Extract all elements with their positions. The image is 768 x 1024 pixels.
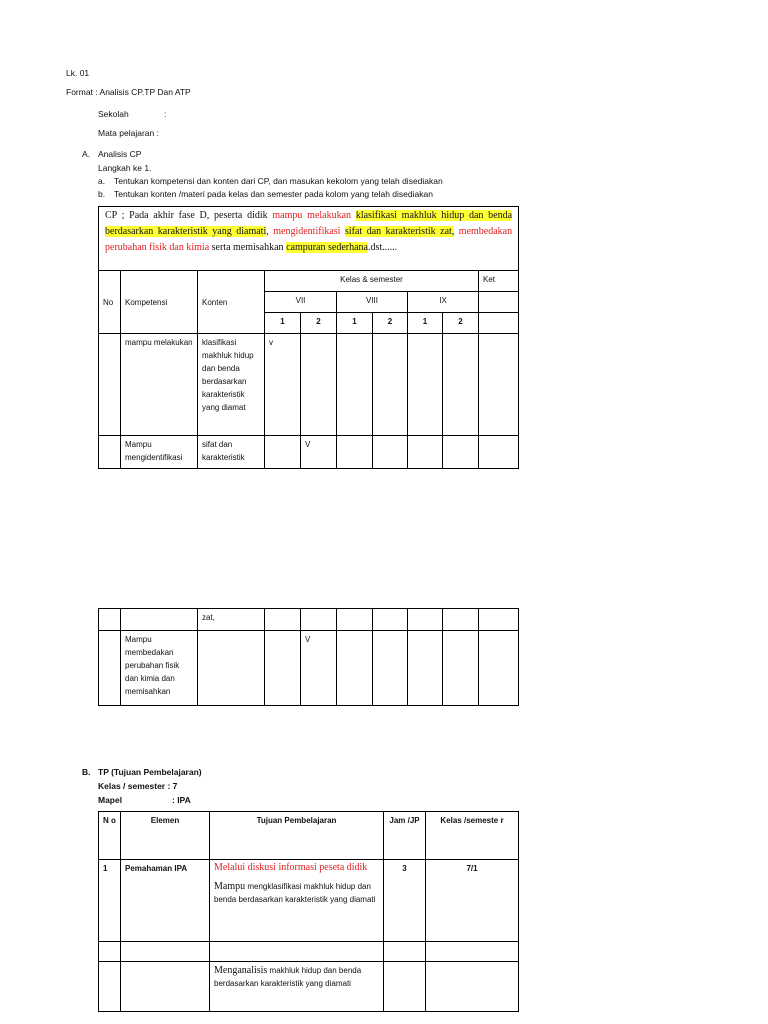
mark-cell (408, 609, 443, 631)
cp-analysis-table (98, 206, 519, 469)
mark-cell (408, 631, 443, 706)
cp-analysis-table-continued (98, 608, 519, 706)
instruction-text: Tentukan kompetensi dan konten dari CP, dan masukan kekolom yang telah disediakan (114, 176, 443, 186)
mark-cell: V (301, 631, 337, 706)
header-ket: Ket (479, 271, 519, 292)
cell (384, 942, 426, 962)
header-semester: 2 (301, 313, 337, 334)
mark-cell (337, 334, 373, 436)
konten-cell (198, 631, 265, 706)
mark-cell: v (265, 334, 301, 436)
mapel-label: Mata pelajaran : (98, 128, 159, 138)
cp-text: CP ; Pada akhir fase D, peserta didik (105, 210, 273, 221)
header-tujuan: Tujuan Pembelajaran (210, 812, 384, 860)
mark-cell (443, 334, 479, 436)
mark-cell (301, 334, 337, 436)
instruction-marker: a. (98, 176, 106, 186)
cell (121, 942, 210, 962)
konten-cell: klasifikasi makhluk hidup dan benda berdasarkan karakteristik yang diamat (198, 334, 265, 436)
kompetensi-cell (121, 609, 198, 631)
mark-cell: V (301, 436, 337, 469)
cp-text-highlight: campuran sederhana (286, 242, 368, 253)
cp-text-red: mampu melakukan (272, 210, 352, 221)
cell (99, 436, 121, 469)
tp-table (98, 811, 519, 1012)
cp-text: , (266, 226, 274, 237)
tp-intro: Melalui diskusi informasi peseta didik (214, 862, 368, 873)
cp-statement (99, 207, 519, 271)
cp-text: serta memisahkan (209, 242, 287, 253)
tp-rest: makhluk hidup dan benda berdasarkan karakteristik yang diamati (214, 966, 362, 988)
mapel-label: Mapel (98, 795, 123, 805)
cell (479, 313, 519, 334)
sekolah-label: Sekolah (98, 109, 129, 119)
mark-cell (265, 609, 301, 631)
cell (99, 334, 121, 436)
header-viii: VIII (337, 292, 408, 313)
table-row (99, 609, 519, 631)
cp-text-highlight: klasifikasi makhluk hidup dan benda berdasarkan karakteristik yang diamati (105, 210, 513, 237)
cell (479, 292, 519, 313)
cell (210, 942, 384, 962)
tp-verb: Mampu (214, 881, 246, 892)
tp-verb: Menganalisis (214, 965, 268, 976)
section-b-letter: B. (82, 767, 91, 777)
mark-cell (373, 631, 408, 706)
ket-cell (479, 631, 519, 706)
header-semester: 2 (373, 313, 408, 334)
header-elemen: Elemen (121, 812, 210, 860)
mark-cell (337, 609, 373, 631)
section-b-title: TP (Tujuan Pembelajaran) (98, 767, 202, 777)
header-semester: 2 (443, 313, 479, 334)
cp-text-red: membedakan perubahan fisik dan kimia (105, 226, 513, 253)
kompetensi-cell: Mampu mengidentifikasi (121, 436, 198, 469)
instruction-marker: b. (98, 189, 106, 199)
table-row (99, 631, 519, 706)
header-jam: Jam /JP (384, 812, 426, 860)
kompetensi-cell: Mampu membedakan perubahan fisik dan kimia dan memisahkan (121, 631, 198, 706)
konten-cell: zat, (198, 609, 265, 631)
header-konten: Konten (198, 271, 265, 334)
header-kelas: Kelas /semeste r (426, 812, 519, 860)
sekolah-colon: : (164, 109, 167, 119)
cell (121, 962, 210, 1012)
header-no: No (99, 271, 121, 334)
header-vii: VII (265, 292, 337, 313)
row-no: 1 (99, 860, 121, 942)
mark-cell (443, 436, 479, 469)
format-title: Format : Analisis CP.TP Dan ATP (66, 87, 191, 97)
cell (99, 962, 121, 1012)
step-label: Langkah ke 1. (98, 163, 152, 173)
tp-text (214, 880, 379, 906)
mark-cell (265, 631, 301, 706)
header-ix: IX (408, 292, 479, 313)
mark-cell (408, 334, 443, 436)
cell (426, 962, 519, 1012)
mark-cell (337, 436, 373, 469)
elemen-cell: Pemahaman IPA (121, 860, 210, 942)
ket-cell (479, 609, 519, 631)
cp-text-red: mengidentifikasi (273, 226, 341, 237)
tujuan-cell (210, 860, 384, 942)
cp-text-highlight: sifat dan karakteristik zat, (344, 226, 455, 237)
cell (99, 942, 121, 962)
header-kelas-semester: Kelas & semester (265, 271, 479, 292)
table-row (99, 334, 519, 436)
table-row (99, 436, 519, 469)
konten-cell: sifat dan karakteristik (198, 436, 265, 469)
ket-cell (479, 436, 519, 469)
kelas-semester-label: Kelas / semester : 7 (98, 781, 178, 791)
cell (384, 962, 426, 1012)
mark-cell (373, 609, 408, 631)
jam-cell: 3 (384, 860, 426, 942)
mark-cell (337, 631, 373, 706)
instruction-text: Tentukan konten /materi pada kelas dan semester pada kolom yang telah disediakan (114, 189, 433, 199)
cell (99, 631, 121, 706)
mark-cell (373, 334, 408, 436)
mark-cell (443, 631, 479, 706)
tp-rest: mengklasifikasi makhluk hidup dan benda berdasarkan karakteristik yang diamati (214, 882, 376, 904)
cp-text: .dst...... (367, 242, 398, 253)
ket-cell (479, 334, 519, 436)
table-row (99, 942, 519, 962)
mark-cell (373, 436, 408, 469)
cell (426, 942, 519, 962)
kelas-cell: 7/1 (426, 860, 519, 942)
section-a-title: Analisis CP (98, 149, 142, 159)
mark-cell (443, 609, 479, 631)
header-no: N o (99, 812, 121, 860)
tujuan-cell (210, 962, 384, 1012)
table-row (99, 860, 519, 942)
header-semester: 1 (265, 313, 301, 334)
header-kompetensi: Kompetensi (121, 271, 198, 334)
mapel-value: : IPA (172, 795, 191, 805)
mark-cell (301, 609, 337, 631)
mark-cell (265, 436, 301, 469)
lk-number: Lk. 01 (66, 68, 90, 78)
cell (99, 609, 121, 631)
mark-cell (408, 436, 443, 469)
kompetensi-cell: mampu melakukan (121, 334, 198, 436)
header-semester: 1 (337, 313, 373, 334)
header-semester: 1 (408, 313, 443, 334)
section-a-letter: A. (82, 149, 91, 159)
table-row (99, 962, 519, 1012)
